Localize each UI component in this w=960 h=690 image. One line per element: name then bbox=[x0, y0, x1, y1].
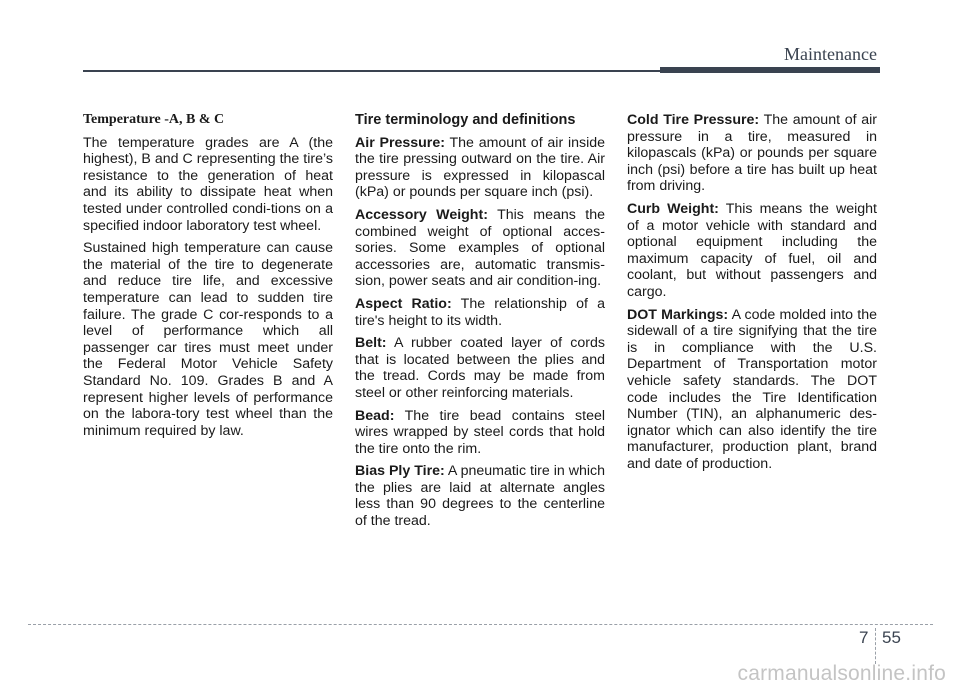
definition-term: DOT Markings: bbox=[627, 306, 729, 323]
definition-term: Cold Tire Pressure: bbox=[627, 112, 760, 128]
definition-dot-markings bbox=[627, 307, 877, 473]
header-rule-thin bbox=[83, 70, 660, 72]
paragraph: Sustained high temperature can cause the material of the tire to degenerate and reduce tire life, and excessive temperature can lead to sudden tire failure. The grade C cor-responds to a level of performance which all passenger car tires must meet under the Federal Motor Vehicle Safety Standard No. 109. Grades B and A represent higher levels of performance on the labora-tory test wheel than the minimum required by law. bbox=[83, 240, 333, 439]
definition-term: Belt: bbox=[355, 335, 387, 352]
chapter-number: 7 bbox=[859, 628, 869, 647]
column-left bbox=[83, 112, 333, 445]
definition-term: Aspect Ratio: bbox=[355, 295, 452, 312]
definition-term: Air Pressure: bbox=[355, 134, 445, 151]
definition-text: The tire bead contains steel wires wrapped by steel cords that hold the tire onto the rim. bbox=[355, 407, 606, 457]
definition-cold-tire-pressure bbox=[627, 112, 877, 195]
paragraph: The temperature grades are A (the highest), B and C representing the tire’s resistance to the generation of heat and its ability to dissipate heat when tested under controlled condi-tions on a specified indoor laboratory test wheel. bbox=[83, 134, 333, 234]
definition-text: This means the weight of a motor vehicle with standard and optional equipment including the maximum capacity of fuel, oil and coolant, but without passengers and cargo. bbox=[627, 200, 878, 300]
definition-bead bbox=[355, 408, 605, 458]
definition-text: The amount of air inside the tire pressing outward on the tire. Air pressure is expressed in kilopascal (kPa) or pounds per square inch (psi). bbox=[355, 134, 606, 201]
definition-belt bbox=[355, 335, 605, 401]
definition-bias-ply-tire bbox=[355, 463, 605, 529]
definition-air-pressure bbox=[355, 135, 605, 201]
definition-text: A pneumatic tire in which the plies are laid at alternate angles less than 90 degrees to the centerline of the tread. bbox=[355, 463, 605, 530]
watermark: carmanualsonline.info bbox=[737, 662, 946, 685]
page-number: 55 bbox=[882, 628, 901, 647]
definition-term: Curb Weight: bbox=[627, 200, 719, 217]
definition-term: Accessory Weight: bbox=[355, 206, 488, 223]
definition-aspect-ratio bbox=[355, 296, 605, 329]
header-rule-thick bbox=[660, 67, 880, 73]
column-middle bbox=[355, 112, 605, 536]
definition-accessory-weight bbox=[355, 207, 605, 290]
page-header-title: Maintenance bbox=[784, 44, 877, 64]
subheading-temperature: Temperature -A, B & C bbox=[83, 112, 225, 127]
definition-text: The amount of air pressure in a tire, measured in kilopascals (kPa) or pounds per square inch (psi) before a tire has built up heat from driving. bbox=[627, 112, 877, 195]
section-heading: Tire terminology and definitions bbox=[355, 112, 576, 128]
definition-text: The relationship of a tire's height to its width. bbox=[355, 295, 605, 329]
footer-divider bbox=[28, 624, 933, 625]
definition-text: This means the combined weight of optional acces-sories. Some examples of optional accessories are, automatic transmis-sion, power seats and air condition-ing. bbox=[355, 206, 606, 290]
definition-curb-weight bbox=[627, 201, 877, 301]
definition-term: Bead: bbox=[355, 407, 395, 424]
definition-text: A code molded into the sidewall of a tire signifying that the tire is in compliance with the U.S. Department of Transportation motor vehicle safety standards. The DOT code includes the Tire Identification Number (TIN), an alphanumeric des-ignator which can also identify the tire manufacturer, production plant, brand and date of production. bbox=[627, 306, 877, 472]
definition-text: A rubber coated layer of cords that is located between the plies and the tread. Cords may be made from steel or other reinforcing materials. bbox=[355, 335, 605, 401]
definition-term: Bias Ply Tire: bbox=[355, 463, 445, 480]
page-number-separator bbox=[875, 628, 876, 664]
column-right bbox=[627, 112, 877, 478]
